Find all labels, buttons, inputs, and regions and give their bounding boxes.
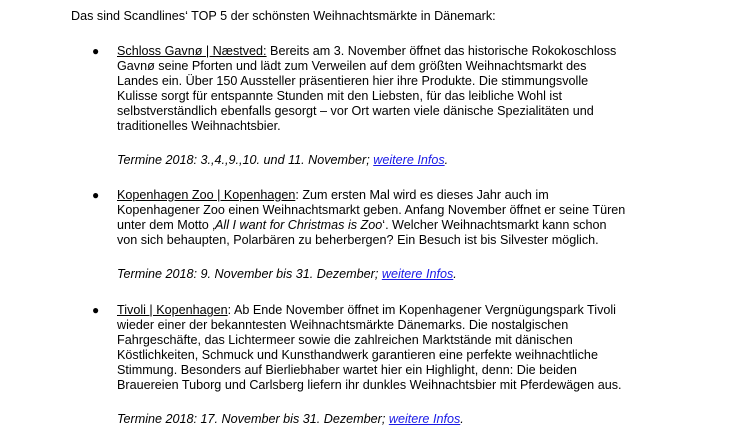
item-text-line: wieder einer der bekanntesten Weihnachtsmärkte Dänemarks. Die nostalgischen (117, 318, 569, 332)
item-text-line: : Ab Ende November öffnet im Kopenhagener Vergnügungspark Tivoli (227, 303, 616, 317)
list-item (92, 44, 687, 168)
item-text-line: Bereits am 3. November öffnet das historische Rokokoschloss (266, 44, 617, 58)
item-dates (117, 153, 687, 168)
list-item (92, 303, 687, 427)
item-place: Kopenhagen Zoo | Kopenhagen (117, 188, 296, 202)
item-dates-text: Termine 2018: 17. November bis 31. Dezember; (117, 412, 389, 426)
item-description (117, 303, 687, 393)
bullet-icon: ● (92, 188, 100, 202)
item-text-line: selbstverständlich ebenfalls gesorgt – vor Ort warten viele dänische Spezialitäten und (117, 104, 594, 118)
item-text-line: : Zum ersten Mal wird es dieses Jahr auch im (295, 188, 549, 202)
item-text-line: Köstlichkeiten, Schmuck und Kunsthandwerk garantieren eine perfekte weihnachtliche (117, 348, 598, 362)
item-dates-end: . (460, 412, 464, 426)
item-dates-text: Termine 2018: 3.,4.,9.,10. und 11. November; (117, 153, 374, 167)
more-info-link[interactable]: weitere Infos (381, 267, 454, 281)
item-text-line: Brauereien Tuborg und Carlsberg liefern ihr dunkles Weihnachtsbier mit Pferdewägen aus. (117, 378, 622, 392)
bullet-icon: ● (92, 303, 100, 317)
item-dates-end: . (444, 153, 449, 167)
item-text-line: von sich behaupten, Polarbären zu beherbergen? Ein Besuch ist bis Silvester möglich. (117, 233, 599, 247)
item-place: Schloss Gavnø | Næstved: (117, 44, 267, 58)
more-info-link[interactable]: weitere Infos (373, 153, 445, 167)
item-text-line: Landes ein. Über 150 Aussteller präsentieren hier ihre Produkte. Die stimmungsvolle (117, 74, 589, 88)
item-text-line: ‘. Welcher Weihnachtsmarkt kann schon (382, 218, 607, 232)
item-motto: All I want for Christmas is Zoo (215, 218, 383, 232)
item-dates (117, 412, 687, 427)
item-text-line: Fahrgeschäfte, das Lichtermeer sowie die zahlreichen Marktstände mit dänischen (117, 333, 573, 347)
item-description (117, 188, 687, 248)
intro-text: Das sind Scandlines‘ TOP 5 der schönsten Weihnachtsmärkte in Dänemark: (71, 9, 496, 23)
bullet-icon: ● (92, 44, 100, 58)
item-text-line: Stimmung. Besonders auf Bierliebhaber wartet hier ein Highlight, denn: Die beiden (117, 363, 577, 377)
item-text-line: Kulisse sorgt für entspannte Stunden mit den Liebsten, für das leibliche Wohl ist (117, 89, 562, 103)
item-dates-end: . (453, 267, 457, 281)
item-dates-text: Termine 2018: 9. November bis 31. Dezember; (117, 267, 382, 281)
item-description (117, 44, 687, 134)
item-dates (117, 267, 687, 282)
more-info-link[interactable]: weitere Infos (388, 412, 461, 426)
item-text-line: Kopenhagener Zoo einen Weihnachtsmarkt geben. Anfang November öffnet er seine Türen (117, 203, 626, 217)
item-text-line: traditionelles Weihnachtsbier. (117, 119, 281, 133)
item-place: Tivoli | Kopenhagen (117, 303, 228, 317)
item-text-line: unter dem Motto ‚ (117, 218, 215, 232)
list-item (92, 188, 687, 282)
item-text-line: Gavnø seine Pforten und lädt zum Verweilen auf dem größten Weihnachtsmarkt des (117, 59, 587, 73)
